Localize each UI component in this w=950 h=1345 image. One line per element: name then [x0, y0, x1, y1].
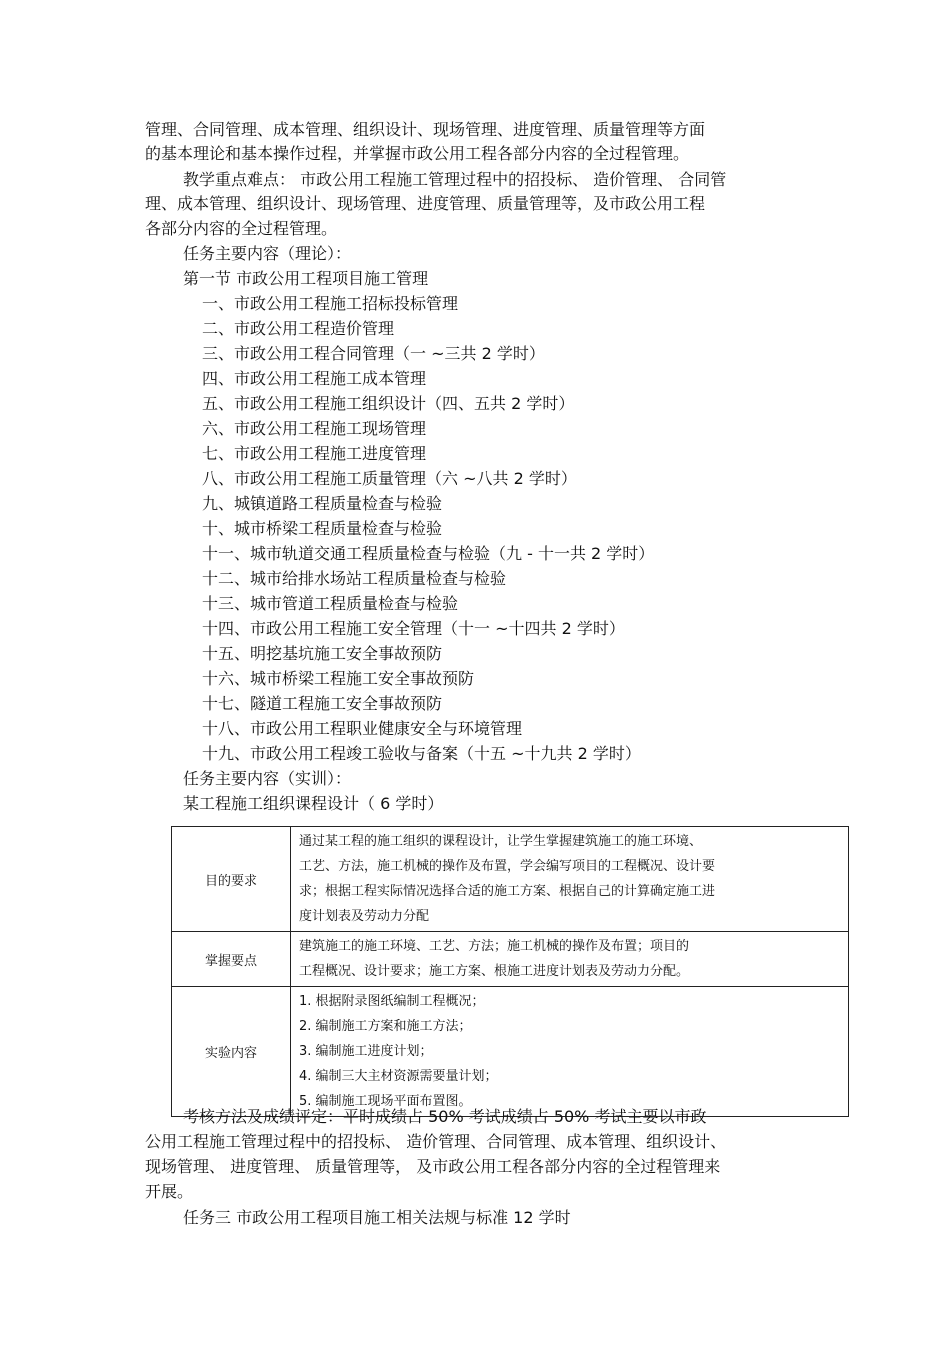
key-points-line-2: 理、成本管理、组织设计、现场管理、进度管理、质量管理等，及市政公用工程 [145, 194, 706, 213]
intro-line-1: 管理、合同管理、成本管理、组织设计、现场管理、进度管理、质量管理等方面 [145, 120, 706, 139]
theory-item: 七、市政公用工程施工进度管理 [202, 444, 427, 463]
theory-item: 八、市政公用工程施工质量管理（六 ~八共 2 学时） [202, 469, 577, 488]
theory-item: 十六、城市桥梁工程施工安全事故预防 [202, 669, 475, 688]
practice-course: 某工程施工组织课程设计（ 6 学时） [183, 794, 444, 813]
content-line: 1. 根据附录图纸编制工程概况； [299, 994, 485, 1009]
row-content [291, 932, 849, 987]
practice-heading: 任务主要内容（实训）： [183, 769, 352, 788]
content-line: 2. 编制施工方案和施工方法； [299, 1019, 472, 1034]
table-row [172, 932, 849, 987]
theory-item: 十三、城市管道工程质量检查与检验 [202, 594, 459, 613]
theory-item: 十七、隧道工程施工安全事故预防 [202, 694, 443, 713]
theory-item: 四、市政公用工程施工成本管理 [202, 369, 427, 388]
row-content [291, 987, 849, 1117]
theory-item: 六、市政公用工程施工现场管理 [202, 419, 427, 438]
table-row [172, 827, 849, 932]
theory-item: 二、市政公用工程造价管理 [202, 319, 395, 338]
theory-item: 十一、城市轨道交通工程质量检查与检验（九 - 十一共 2 学时） [202, 544, 655, 563]
theory-item: 五、市政公用工程施工组织设计（四、五共 2 学时） [202, 394, 575, 413]
theory-item: 十二、城市给排水场站工程质量检查与检验 [202, 569, 507, 588]
theory-item: 十、城市桥梁工程质量检查与检验 [202, 519, 443, 538]
theory-item: 三、市政公用工程合同管理（一 ~三共 2 学时） [202, 344, 545, 363]
content-line: 工程概况、设计要求；施工方案、根施工进度计划表及劳动力分配。 [299, 964, 690, 979]
intro-line-2: 的基本理论和基本操作过程，并掌握市政公用工程各部分内容的全过程管理。 [145, 144, 690, 163]
content-line: 通过某工程的施工组织的课程设计，让学生掌握建筑施工的施工环境、 [299, 834, 703, 849]
theory-item: 十五、明挖基坑施工安全事故预防 [202, 644, 443, 663]
course-design-table [171, 826, 849, 1117]
assessment-line-1: 考核方法及成绩评定：平时成绩占 50% 考试成绩占 50% 考试主要以市政 [183, 1107, 707, 1126]
table-row [172, 987, 849, 1117]
content-line: 3. 编制施工进度计划； [299, 1044, 433, 1059]
section-title: 第一节 市政公用工程项目施工管理 [183, 269, 429, 288]
row-label: 掌握要点 [172, 932, 291, 987]
content-line: 4. 编制三大主材资源需要量计划； [299, 1069, 498, 1084]
theory-heading: 任务主要内容（理论）： [183, 244, 352, 263]
theory-item: 十八、市政公用工程职业健康安全与环境管理 [202, 719, 523, 738]
key-points-line-3: 各部分内容的全过程管理。 [145, 219, 338, 238]
assessment-line-2: 公用工程施工管理过程中的招投标、 造价管理、合同管理、成本管理、组织设计、 [145, 1132, 727, 1151]
next-task-heading: 任务三 市政公用工程项目施工相关法规与标准 12 学时 [183, 1208, 571, 1227]
content-line: 5. 编制施工现场平面布置图。 [299, 1094, 472, 1109]
assessment-line-4: 开展。 [145, 1182, 194, 1201]
row-content [291, 827, 849, 932]
theory-item: 九、城镇道路工程质量检查与检验 [202, 494, 443, 513]
key-points-line-1: 教学重点难点： 市政公用工程施工管理过程中的招投标、 造价管理、 合同管 [183, 170, 727, 189]
assessment-line-3: 现场管理、 进度管理、 质量管理等， 及市政公用工程各部分内容的全过程管理来 [145, 1157, 721, 1176]
theory-item: 十九、市政公用工程竣工验收与备案（十五 ~十九共 2 学时） [202, 744, 641, 763]
content-line: 工艺、方法，施工机械的操作及布置，学会编写项目的工程概况、设计要 [299, 859, 716, 874]
row-label: 目的要求 [172, 827, 291, 932]
content-line: 建筑施工的施工环境、工艺、方法；施工机械的操作及布置；项目的 [299, 939, 690, 954]
theory-item: 一、市政公用工程施工招标投标管理 [202, 294, 459, 313]
theory-item: 十四、市政公用工程施工安全管理（十一 ~十四共 2 学时） [202, 619, 625, 638]
content-line: 度计划表及劳动力分配 [299, 909, 430, 924]
content-line: 求；根据工程实际情况选择合适的施工方案、根据自己的计算确定施工进 [299, 884, 716, 899]
row-label: 实验内容 [172, 987, 291, 1117]
